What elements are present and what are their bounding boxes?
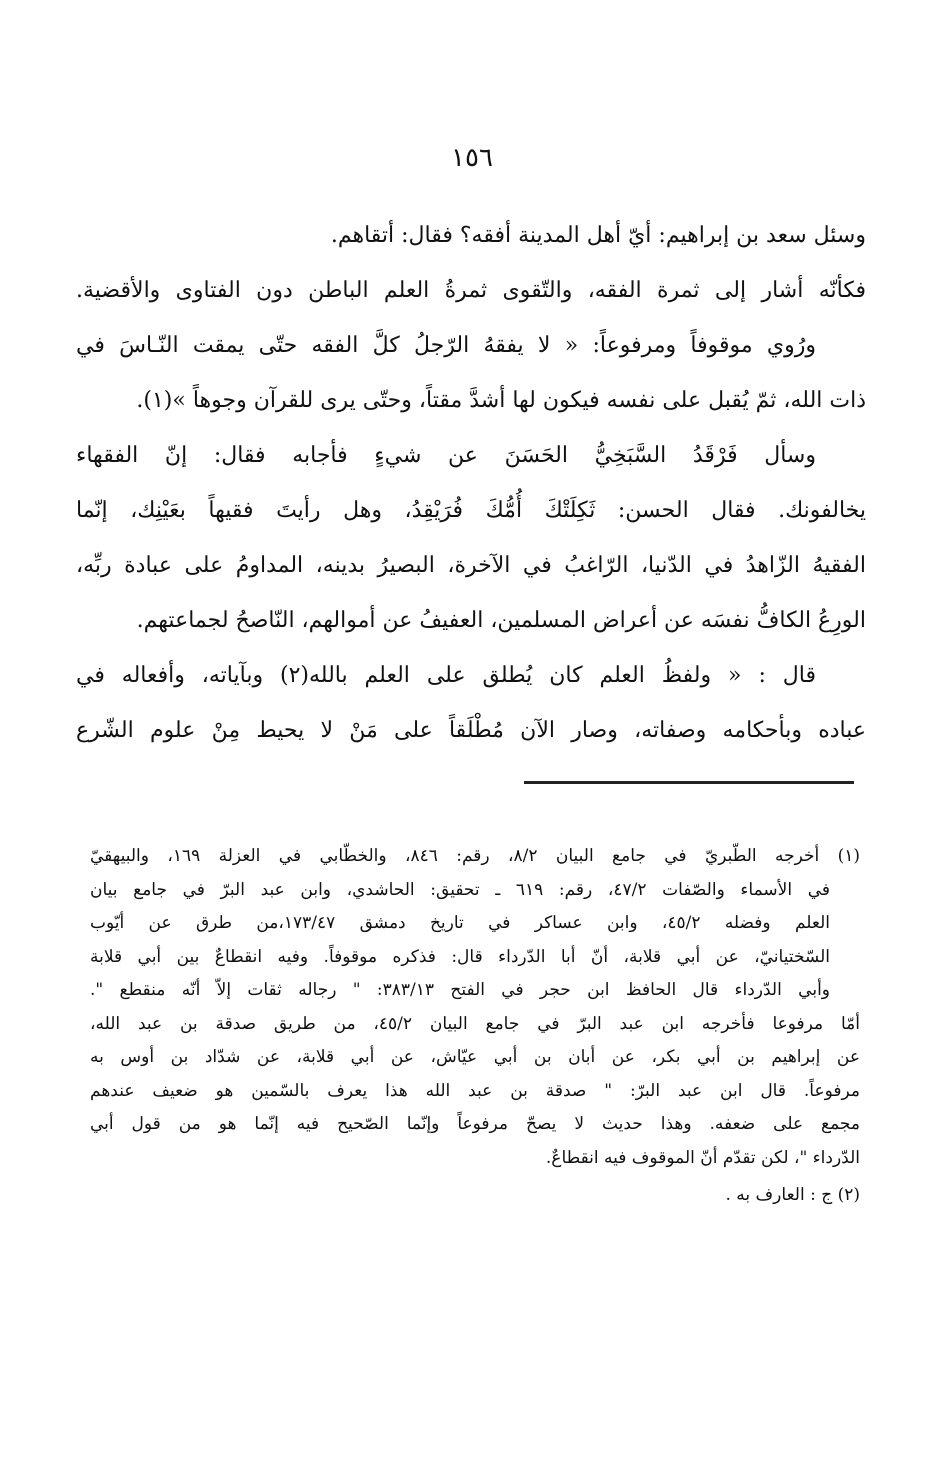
footnote-1 <box>90 840 860 1175</box>
body-line: عباده وبأحكامه وصفاته، وصار الآن مُطْلَقاً على مَنْ لا يحيط مِنْ علوم الشّرع <box>76 718 866 743</box>
body-line: وسأل فَرْقَدُ السَّبَخِيُّ الحَسَنَ عن شيءٍ فأجابه فقال: إنّ الفقهاء <box>76 443 816 468</box>
body-line: وسئل سعد بن إبراهيم: أيّ أهل المدينة أفقه؟ فقال: أتقاهم. <box>330 223 866 248</box>
footnote-line: وأبي الدّرداء قال الحافظ ابن حجر في الفتح ٣٨٣/١٣: " رجاله ثقات إلاّ أنّه منقطع ". <box>90 980 830 1000</box>
body-line: فكأنّه أشار إلى ثمرة الفقه، والتّقوى ثمرةُ العلم الباطن دون الفتاوى والأقضية. <box>76 278 866 303</box>
body-line: ورُوي موقوفاً ومرفوعاً: « لا يفقهُ الرّجلُ كلَّ الفقه حتّى يمقت النّـاسَ في <box>76 333 816 358</box>
footnote-line: في الأسماء والصّفات ٤٧/٢، رقم: ٦١٩ ـ تحقيق: الحاشدي، وابن عبد البرّ في جامع بيان <box>90 879 830 900</box>
footnote-line: مرفوعاً. قال ابن عبد البرّ: " صدقة بن عبد الله هذا يعرف بالسّمين هو ضعيف عندهم <box>90 1080 860 1101</box>
footnote-line: عن إبراهيم بن أبي بكر، عن أبان بن أبي عيّاش، عن أبي قلابة، عن شدّاد بن أوس به <box>90 1047 860 1067</box>
footnote-line: الدّرداء "، لكن تقدّم أنّ الموقوف فيه انقطاعٌ. <box>545 1147 860 1168</box>
footnote-line: السّختيانيّ، عن أبي قلابة، أنّ أبا الدّرداء قال: فذكره موقوفاً. وفيه انقطاعٌ بين أبي قلابة <box>90 946 830 967</box>
footnote-2: (٢) ج : العارف به . <box>725 1185 860 1205</box>
main-text <box>76 208 866 758</box>
body-line: الورِعُ الكافُّ نفسَه عن أعراض المسلمين، العفيفُ عن أموالهم، النّاصحُ لجماعتهم. <box>136 608 866 633</box>
body-line: الفقيهُ الزّاهدُ في الدّنيا، الرّاغبُ في الآخرة، البصيرُ بدينه، المداومُ على عبادة ربِّه، <box>76 553 866 578</box>
body-line: يخالفونك. فقال الحسن: ثَكِلَتْكَ أُمُّكَ فُرَيْقِدُ، وهل رأيتَ فقيهاً بعَيْنِك، إنّما <box>76 498 866 523</box>
footnote-line: مجمع على ضعفه. وهذا حديث لا يصحّ مرفوعاً وإنّما الصّحيح فيه إنّما هو من قول أبي <box>90 1114 860 1134</box>
footnote-line: العلم وفضله ٤٥/٢، وابن عساكر في تاريخ دمشق ١٧٣/٤٧،من طرق عن أيّوب <box>90 913 830 933</box>
footnote-line: (١) أخرجه الطّبريّ في جامع البيان ٨/٢، رقم: ٨٤٦، والخطّابي في العزلة ١٦٩، والبيهقيّ <box>90 846 860 866</box>
page-number: ١٥٦ <box>451 143 493 173</box>
footnote-separator <box>524 781 854 784</box>
body-line: قال : « ولفظُ العلم كان يُطلق على العلم بالله(٢) وبآياته، وأفعاله في <box>76 663 816 688</box>
footnote-line: أمّا مرفوعا فأخرجه ابن عبد البرّ في جامع البيان ٤٥/٢، من طريق صدقة بن عبد الله، <box>90 1013 860 1034</box>
footnotes <box>90 840 860 1213</box>
body-line: ذات الله، ثمّ يُقبل على نفسه فيكون لها أشدَّ مقتاً، وحتّى يرى للقرآن وجوهاً »(١). <box>136 388 866 413</box>
